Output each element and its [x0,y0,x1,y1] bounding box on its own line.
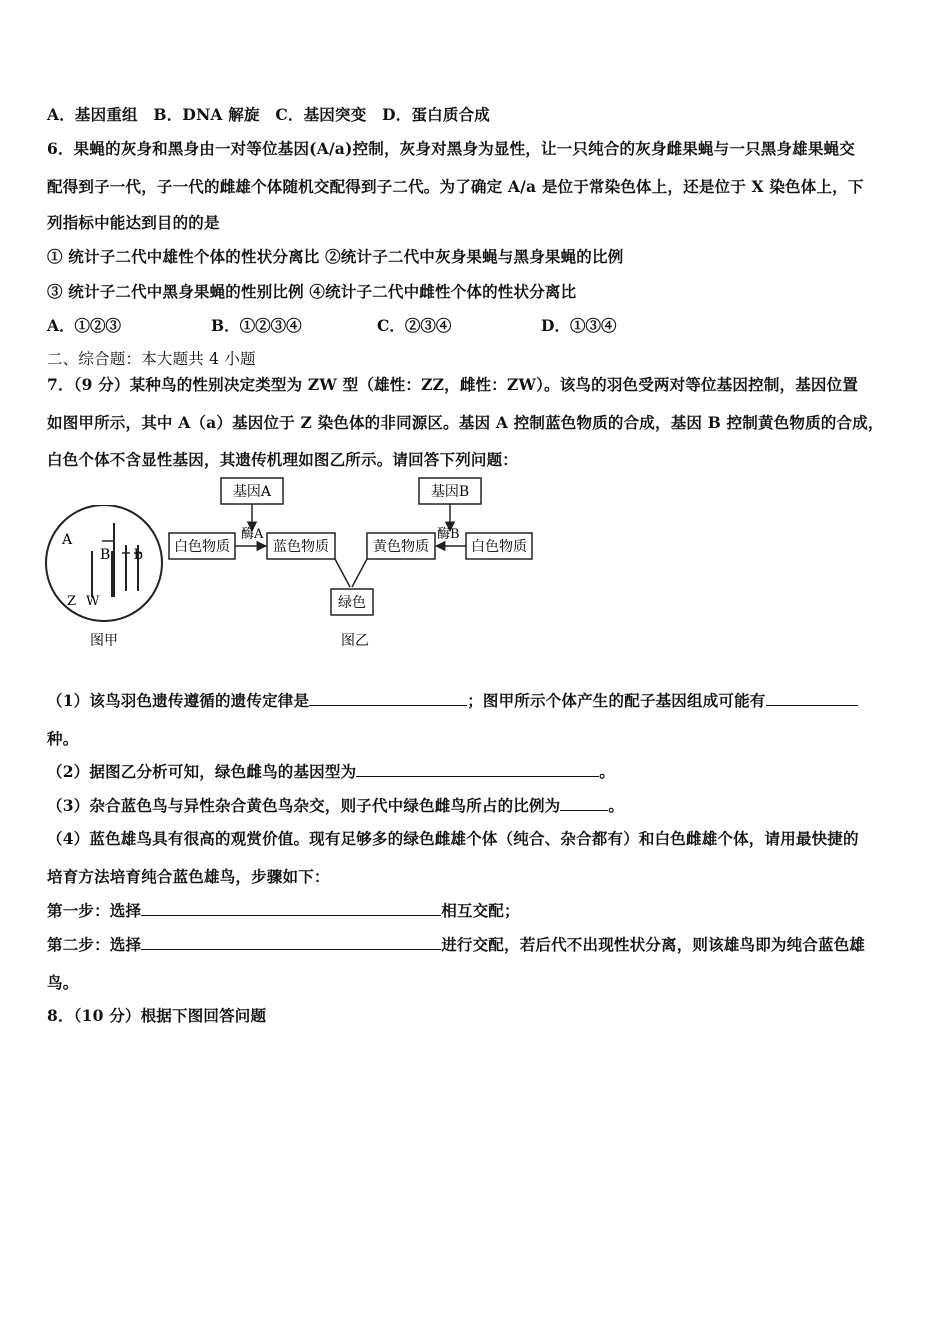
q7-part-1 [47,689,858,711]
figure-a [40,505,170,655]
enzyme-a-label: 酶A [241,527,264,542]
q7-part-2-text-a: （2）据图乙分析可知，绿色雌鸟的基因型为 [47,762,357,781]
q7-part-1-cont: 种。 [47,729,79,748]
q6-line-1: 6．果蝇的灰身和黑身由一对等位基因(A/a)控制，灰身对黑身为显性，让一只纯合的灰身雌果蝇与一只黑身雄果蝇交 [47,139,855,158]
q7-line-1: 7．（9 分）某种鸟的性别决定类型为 ZW 型（雄性：ZZ，雌性：ZW）。该鸟的羽色受两对等位基因控制，基因位置 [47,375,859,394]
q7-step-1-text-a: 第一步：选择 [47,901,142,920]
q7-part-2 [47,760,615,782]
q6-option-c: C．②③④ [377,316,452,335]
q7-step-2-text-b: 进行交配，若后代不出现性状分离，则该雄鸟即为纯合蓝色雄 [441,935,866,954]
blue-substance-label: 蓝色物质 [273,539,329,555]
blue-to-green-line [335,559,350,587]
q7-part-4-line-2: 培育方法培育纯合蓝色雄鸟，步骤如下： [47,867,330,886]
q7-part-3-text-a: （3）杂合蓝色鸟与异性杂合黄色鸟杂交，则子代中绿色雌鸟所占的比例为 [47,796,561,815]
gene-b-label: 基因B [430,484,470,500]
white-substance-label-2: 白色物质 [471,539,527,555]
q6-line-3: 列指标中能达到目的的是 [47,213,220,232]
label-b-upper: B [100,547,111,563]
q7-part-3 [47,794,624,816]
q7-step-1-text-b: 相互交配； [441,901,520,920]
q6-option-b: B．①②③④ [211,316,302,335]
q6-items-1-2: ① 统计子二代中雄性个体的性状分离比 ②统计子二代中灰身果蝇与黑身果蝇的比例 [47,247,624,266]
q7-step-2-cont: 鸟。 [47,973,79,992]
q7-part-1-text-b: ；图甲所示个体产生的配子基因组成可能有 [467,691,766,710]
yellow-substance-label: 黄色物质 [373,539,429,555]
green-label: 绿色 [338,595,366,611]
q7-part-2-text-b: 。 [599,762,615,781]
q6-line-2: 配得到子一代，子一代的雌雄个体随机交配得到子二代。为了确定 A/a 是位于常染色体上，还是位于 X 染色体上，下 [47,177,864,196]
q7-step-2-text-a: 第二步：选择 [47,935,142,954]
q7-part-1-text-a: （1）该鸟羽色遗传遵循的遗传定律是 [47,691,310,710]
yellow-to-green-line [352,559,367,587]
label-w: W [86,594,100,609]
answer-blank-step-1[interactable] [141,901,441,916]
gene-a-label: 基因A [232,484,272,500]
figure-b [165,475,545,655]
q7-step-1 [47,899,520,921]
q6-option-d: D．①③④ [541,316,617,335]
answer-blank-step-2[interactable] [141,935,441,950]
white-substance-label-1: 白色物质 [174,539,230,555]
q8-heading: 8．（10 分）根据下图回答问题 [47,1006,267,1025]
cell-circle [46,505,162,621]
q5-options: A．基因重组 B．DNA 解旋 C．基因突变 D．蛋白质合成 [47,105,490,124]
q6-option-a: A．①②③ [47,316,122,335]
q7-line-2: 如图甲所示，其中 A（a）基因位于 Z 染色体的非同源区。基因 A 控制蓝色物质的合成，基因 B 控制黄色物质的合成， [47,413,884,432]
q7-part-3-text-b: 。 [608,796,625,815]
figure-b-caption: 图乙 [341,633,369,649]
section-2-heading: 二、综合题：本大题共 4 小题 [47,350,256,368]
q7-line-3: 白色个体不含显性基因，其遗传机理如图乙所示。请回答下列问题： [47,450,519,469]
label-a: A [62,532,73,548]
answer-blank-3[interactable] [560,796,608,811]
enzyme-b-label: 酶B [437,527,460,542]
label-z: Z [67,594,77,609]
q7-step-2 [47,933,865,955]
q7-part-4-line-1: （4）蓝色雄鸟具有很高的观赏价值。现有足够多的绿色雌雄个体（纯合、杂合都有）和白色雌雄个体，请用最快捷的 [47,829,859,848]
figure-a-caption: 图甲 [90,633,118,649]
answer-blank-1a[interactable] [309,691,467,706]
q6-items-3-4: ③ 统计子二代中黑身果蝇的性别比例 ④统计子二代中雌性个体的性状分离比 [47,282,577,301]
answer-blank-2[interactable] [356,762,599,777]
answer-blank-1b[interactable] [766,691,858,706]
label-b-lower: b [134,547,143,563]
